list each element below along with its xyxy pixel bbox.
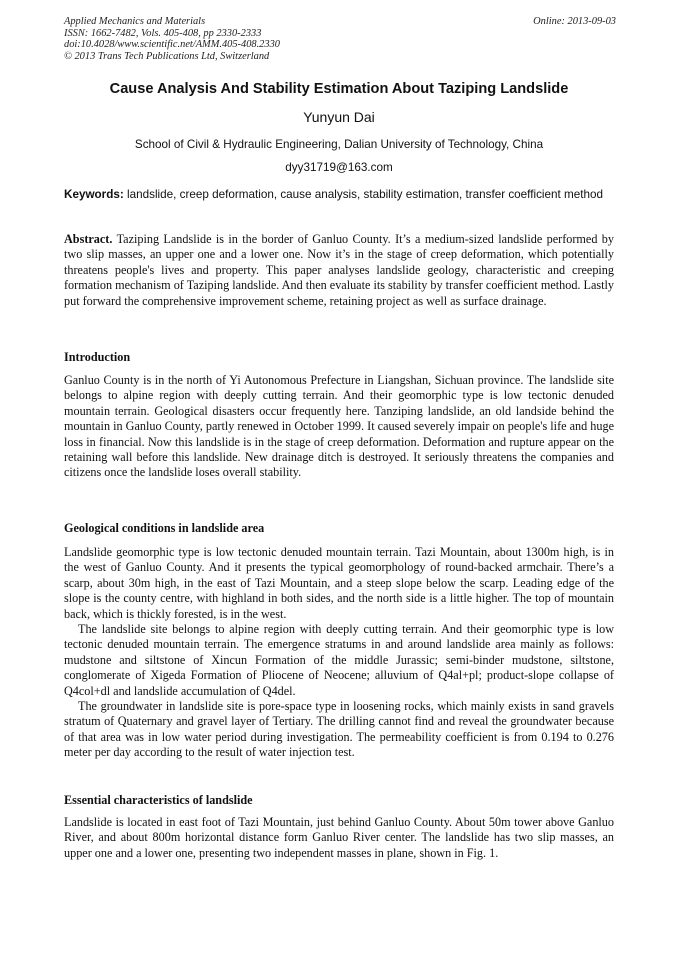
geological-paragraph-1 [64,545,614,761]
keywords-block [64,187,614,202]
abstract-label: Abstract. [64,232,113,246]
author-affiliation: School of Civil & Hydraulic Engineering, Dalian University of Technology, China [134,138,544,151]
geological-text-2: The landslide site belongs to alpine region with deeply cutting terrain. And their geomorphic type is low tectonic denuded mountain terrain. The emergence stratums in and around landslide area mainly as follows: mudstone and siltstone of Xincun Formation of the middle Jurassic; semi-binder mudstone, siltstone, conglomerate of Xigeda Formation of Pliocene of Neocene; alluvium of Q4al+pl; product-slope collapse of Q4col+dl and landslide accumulation of Q4del. [64,622,614,698]
author-email: dyy31719@163.com [285,161,393,174]
paper-title: Cause Analysis And Stability Estimation About Taziping Landslide [109,81,569,97]
doi-line: doi:10.4028/www.scientific.net/AMM.405-408.2330 [64,39,280,51]
online-date: Online: 2013-09-03 [533,16,616,27]
geological-text-3: The groundwater in landslide site is pore-space type in loosening rocks, which mainly exists in sand gravels stratum of Quaternary and gravel layer of Tertiary. The drilling cannot find and reveal the groundwater because of that area was in low water period during investigation. The permeability coefficient is from 0.194 to 0.276 meter per day according to the result of water injection test. [64,699,614,760]
journal-header [64,16,616,62]
copyright-line: © 2013 Trans Tech Publications Ltd, Switzerland [64,50,270,62]
issn-line: ISSN: 1662-7482, Vols. 405-408, pp 2330-2333 [64,27,262,39]
abstract-block [64,232,614,309]
abstract-text: Taziping Landslide is in the border of Ganluo County. It’s a medium-sized landslide performed by two slip masses, an upper one and a lower one. Now it’s in the stage of creep deformation, which potentially threatens people's lives and property. This paper analyses landslide geology, characteristic and creeping formation mechanism of Taziping landslide. And then evaluate its stability by transfer coefficient method. Lastly put forward the comprehensive improvement scheme, retaining project as well as surface drainage. [64,232,614,308]
keywords-text: landslide, creep deformation, cause analysis, stability estimation, transfer coefficient method [123,188,603,201]
keywords-label: Keywords: [64,188,124,201]
essential-heading: Essential characteristics of landslide [64,793,253,807]
introduction-heading: Introduction [64,350,131,364]
introduction-paragraph: Ganluo County is in the north of Yi Autonomous Prefecture in Liangshan, Sichuan province. The landslide site belongs to alpine region with deeply cutting terrain. And their geomorphic type is low tectonic denuded mountain terrain. Geological disasters occur frequently here. Tanziping landslide, an old landside behind the mountain in Ganluo County, partly renewed in October 1999. It caused severely impair on people's life and huge loss in financial. Now this landslide is in the stage of creep deformation. Deformation and rupture appear on the retaining wall before this landslide. New drainage ditch is destroyed. It seriously threatens the companies and citizens once the landslide loses overall stability. [64,373,614,480]
geological-heading: Geological conditions in landslide area [64,521,265,535]
essential-paragraph: Landslide is located in east foot of Tazi Mountain, just behind Ganluo County. About 50m tower above Ganluo River, and about 800m horizontal distance form Ganluo River center. The landslide has two slip masses, an upper one and a lower one, presenting two independent masses in plane, shown in Fig. 1. [64,815,614,860]
journal-name: Applied Mechanics and Materials [64,16,206,27]
author-name: Yunyun Dai [303,109,375,125]
geological-text-1: Landslide geomorphic type is low tectonic denuded mountain terrain. Tazi Mountain, about 1300m high, is in the west of Ganluo County. And it presents the typical geomorphology of round-backed armchair. There’s a scarp, about 30m high, in the east of Tazi Mountain, and a steep slope below the scarp. Leading edge of the slope is the county centre, with highland in both sides, and the north side is a little higher. The top of mountain back, which is thickly forested, is in the west. [64,545,614,621]
